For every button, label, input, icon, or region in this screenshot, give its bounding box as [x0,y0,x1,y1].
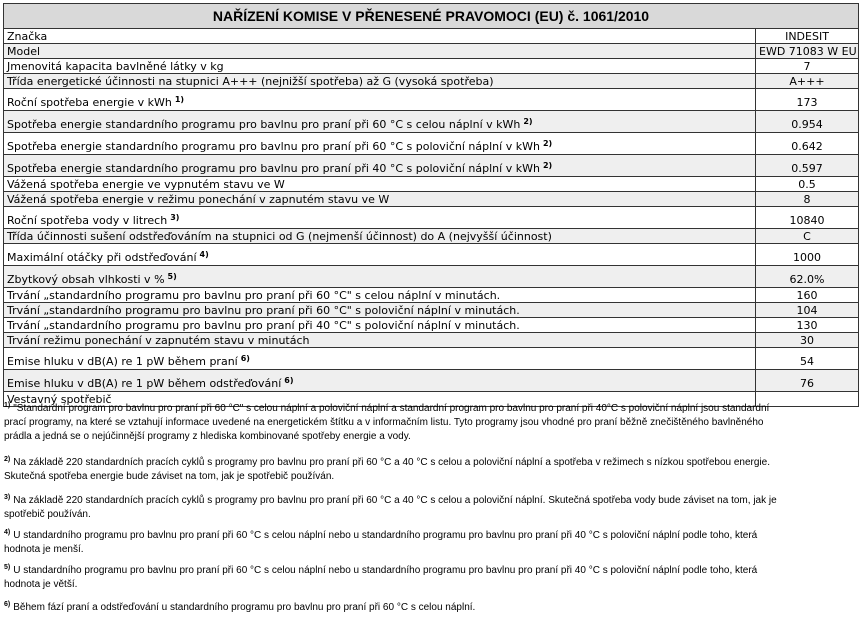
table-row [4,74,859,89]
row-value: 76 [756,370,859,392]
row-value: A+++ [756,74,859,89]
footnote-ref: 2) [523,117,533,126]
page-title: NAŘÍZENÍ KOMISE V PŘENESENÉ PRAVOMOCI (EU) č. 1061/2010 [4,4,859,29]
table-row [4,244,859,266]
footnote-mark: 5) [4,564,11,571]
row-value: 54 [756,348,859,370]
row-label: Třída energetické účinnosti na stupnici A+++ (nejnižší spotřeba) až G (vysoká spotřeba) [4,74,756,89]
table-row [4,44,859,59]
table-row [4,155,859,177]
row-value: 104 [756,303,859,318]
footnote-ref: 6) [240,354,250,363]
table-row [4,348,859,370]
footnote-mark: 3) [4,494,11,501]
table-row [4,177,859,192]
row-value: 173 [756,89,859,111]
row-label: Třída účinnosti sušení odstřeďováním na stupnici od G (nejmenší účinnost) do A (nejvyšší účinnost) [4,229,756,244]
row-value: EWD 71083 W EU [756,44,859,59]
footnote: $^{4)}$ U standardního programu pro bavlnu pro praní při 60 °C s celou náplní nebo u standardního programu pro bavlnu pro praní při 40 °C s poloviční náplní podle toho, která hodnota je menší. [4,529,758,555]
row-value: INDESIT [756,29,859,44]
row-value: 0.954 [756,111,859,133]
row-value: 62.0% [756,266,859,288]
row-label: Zbytkový obsah vlhkosti v % $^{5)}$ [4,266,756,288]
row-label: Model [4,44,756,59]
table-row [4,89,859,111]
table-row [4,111,859,133]
footnote: $^{2)}$ Na základě 220 standardních pracích cyklů s programy pro bavlnu pro praní při 60 °C a 40 °C s celou a poloviční náplní a spotřeba v režimech s nízkou spotřebou energie. Skutečná spotřeba energie bude záviset na tom, jak je spotřebič používán. [4,456,770,482]
row-label: Trvání „standardního programu pro bavlnu pro praní při 40 °C" s poloviční náplní v minutách. [4,318,756,333]
row-label: Roční spotřeba vody v litrech $^{3)}$ [4,207,756,229]
row-value: 0.642 [756,133,859,155]
footnote: $^{1)}$ "Standardní program pro bavlnu pro praní při 60 °C" s celou náplní a poloviční náplní a standardní program pro bavlnu pro praní při 40°C s poloviční náplní jsou standardní prací programy, na které se vztahují informace uvedené na energetickém štítku a v informačním listu. Tyto programy jsou vhodné pro praní běžně znečištěného bavlněného prádla a jedná se o nejúčinnější programy z hlediska kombinované spotřeby energie a vody. [4,402,770,442]
table-row [4,133,859,155]
table-row [4,266,859,288]
spec-table [3,3,859,407]
row-label: Vestavný spotřebič [4,392,756,407]
footnote: $^{3)}$ Na základě 220 standardních pracích cyklů s programy pro bavlnu pro praní při 60 °C a 40 °C s celou a poloviční náplní. Skutečná spotřeba vody bude záviset na tom, jak je spotřebič používán. [4,494,777,520]
table-row [4,318,859,333]
row-label: Spotřeba energie standardního programu pro bavlnu pro praní při 40 °C s poloviční náplní v kWh $^{2)}$ [4,155,756,177]
footnote-mark: 1) [4,402,11,409]
row-value: 1000 [756,244,859,266]
footnote-ref: 1) [174,95,185,104]
table-row [4,303,859,318]
row-label: Roční spotřeba energie v kWh $^{1)}$ [4,89,756,111]
row-label: Spotřeba energie standardního programu pro bavlnu pro praní při 60 °C s poloviční náplní v kWh $^{2)}$ [4,133,756,155]
table-row [4,207,859,229]
row-label: Emise hluku v dB(A) re 1 pW během praní $^{6)}$ [4,348,756,370]
regulation-sheet [3,3,858,407]
footnote-ref: 5) [167,272,177,281]
footnote-ref: 6) [284,376,294,385]
footnote: $^{5)}$ U standardního programu pro bavlnu pro praní při 60 °C s celou náplní nebo u standardního programu pro bavlnu pro praní při 40 °C s poloviční náplní podle toho, která hodnota je větší. [4,564,758,590]
row-label: Trvání režimu ponechání v zapnutém stavu v minutách [4,333,756,348]
table-row [4,288,859,303]
footnote-mark: 4) [4,529,11,536]
row-value: 0.5 [756,177,859,192]
row-label: Značka [4,29,756,44]
footnote-mark: 6) [4,601,11,608]
row-label: Emise hluku v dB(A) re 1 pW během odstřeďování $^{6)}$ [4,370,756,392]
row-label: Jmenovitá kapacita bavlněné látky v kg [4,59,756,74]
footnote: $^{6)}$ Během fází praní a odstřeďování u standardního programu pro bavlnu pro praní při 60 °C s celou náplní. [4,601,476,613]
footnote-ref: 3) [170,213,180,222]
footnote-ref: 2) [542,139,553,148]
table-row [4,29,859,44]
row-value: 0.597 [756,155,859,177]
table-title-row [4,4,859,29]
row-value: 10840 [756,207,859,229]
row-value: 160 [756,288,859,303]
row-label: Vážená spotřeba energie v režimu ponechání v zapnutém stavu ve W [4,192,756,207]
row-value: 8 [756,192,859,207]
row-value: C [756,229,859,244]
footnote-ref: 4) [199,250,209,259]
row-value: 30 [756,333,859,348]
row-label: Trvání „standardního programu pro bavlnu pro praní při 60 °C" s poloviční náplní v minutách. [4,303,756,318]
row-label: Trvání „standardního programu pro bavlnu pro praní při 60 °C" s celou náplní v minutách. [4,288,756,303]
row-label: Maximální otáčky při odstřeďování $^{4)}$ [4,244,756,266]
table-row [4,333,859,348]
footnote-mark: 2) [4,456,11,463]
table-row [4,59,859,74]
table-row [4,192,859,207]
row-label: Spotřeba energie standardního programu pro bavlnu pro praní při 60 °C s celou náplní v kWh $^{2)}$ [4,111,756,133]
footnote-ref: 2) [542,161,553,170]
row-value: 130 [756,318,859,333]
row-label: Vážená spotřeba energie ve vypnutém stavu ve W [4,177,756,192]
table-row [4,229,859,244]
row-value: 7 [756,59,859,74]
table-row [4,370,859,392]
